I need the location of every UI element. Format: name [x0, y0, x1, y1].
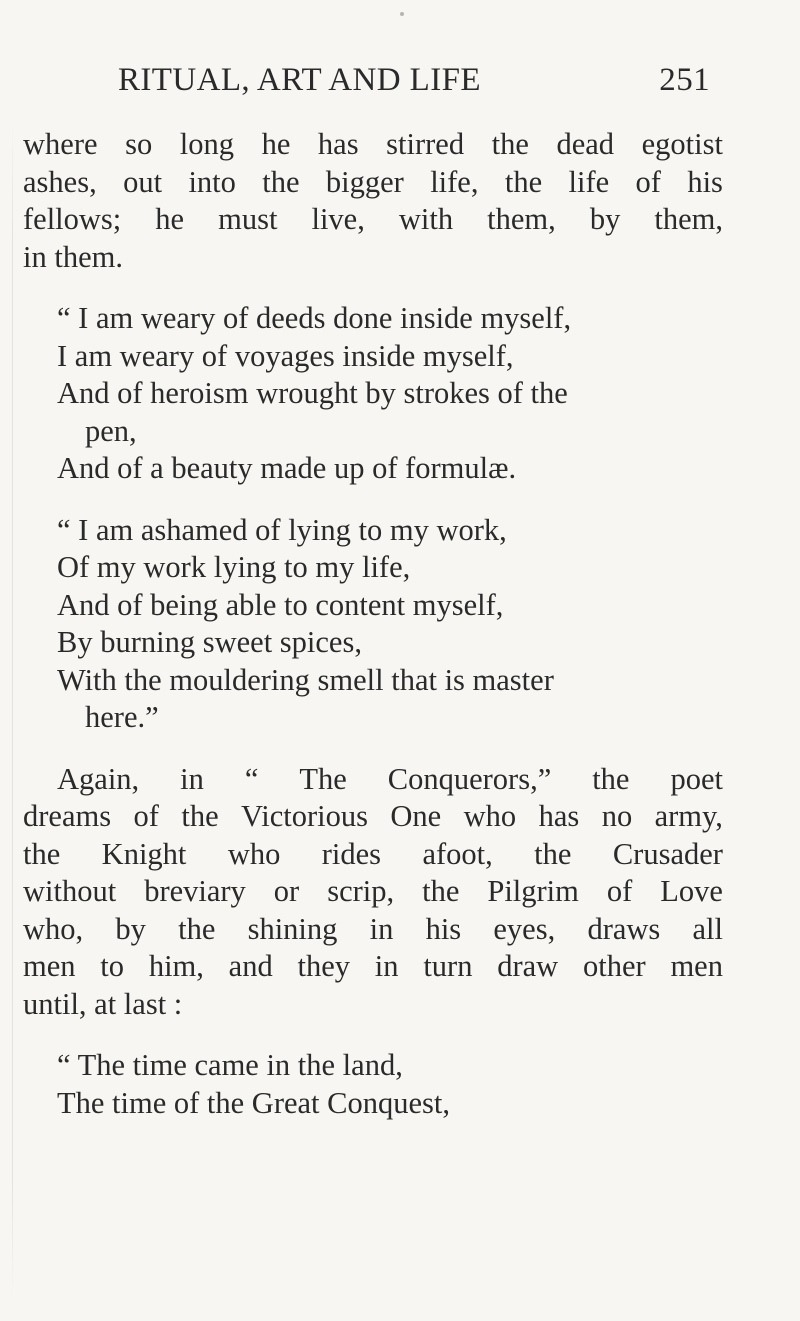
verse-line: And of being able to content myself, [57, 587, 504, 622]
page-mark [400, 12, 404, 16]
verse-line: “ I am ashamed of lying to my work, [57, 512, 507, 547]
paragraph-line: without breviary or scrip, the Pilgrim of Love [23, 874, 723, 908]
page-number: 251 [659, 62, 710, 98]
paragraph-line: where so long he has stirred the dead egotist [23, 127, 723, 161]
verse-line: I am weary of voyages inside myself, [57, 338, 514, 373]
running-title: RITUAL, ART AND LIFE [118, 62, 481, 98]
verse-line: pen, [85, 413, 137, 448]
verse-line: here.” [85, 700, 159, 734]
page-gutter-shadow [12, 120, 13, 1300]
verse-line: The time of the Great Conquest, [57, 1085, 451, 1120]
body-text [23, 126, 723, 1122]
verse-line: “ I am weary of deeds done inside myself, [57, 301, 572, 335]
paragraph-line: until, at last : [23, 986, 183, 1021]
running-head [118, 62, 710, 106]
paragraph-line: the Knight who rides afoot, the Crusader [23, 836, 723, 871]
paragraph-line: dreams of the Victorious One who has no army, [23, 799, 723, 833]
verse-line: With the mouldering smell that is master [57, 662, 554, 697]
paragraph-line: Again, in “ The Conquerors,” the poet [57, 761, 723, 796]
paragraph-line: fellows; he must live, with them, by them, [23, 202, 723, 236]
paragraph-line: in them. [23, 239, 123, 274]
verse-line: And of heroism wrought by strokes of the [57, 376, 568, 410]
paragraph-line: ashes, out into the bigger life, the life of his [23, 164, 723, 199]
paragraph-line: men to him, and they in turn draw other men [23, 949, 723, 983]
verse-line: “ The time came in the land, [57, 1048, 403, 1082]
paragraph-line: who, by the shining in his eyes, draws all [23, 911, 723, 946]
verse-line: Of my work lying to my life, [57, 550, 411, 584]
verse-line: And of a beauty made up of formulæ. [57, 451, 517, 485]
verse-line: By burning sweet spices, [57, 625, 362, 659]
